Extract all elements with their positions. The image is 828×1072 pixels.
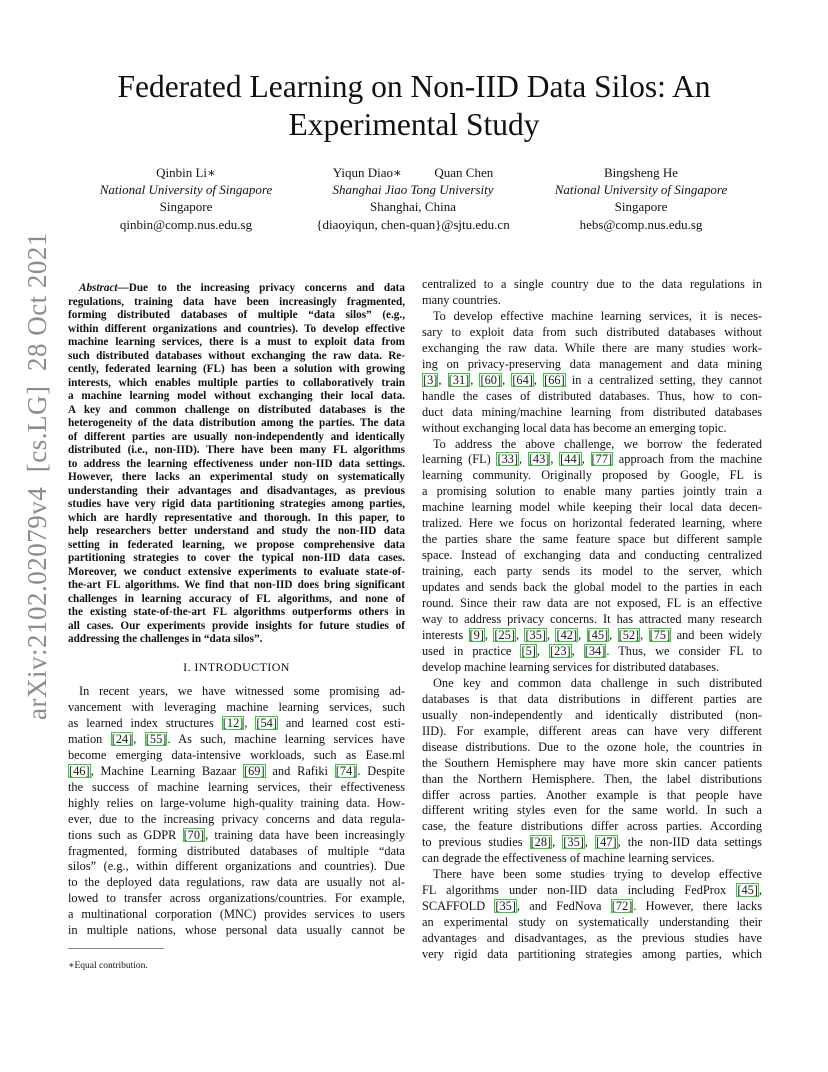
text-line: usually non-independently and identically distributed (non- xyxy=(422,707,762,722)
text-line: to address the learning effectiveness under non-IID data settings. xyxy=(68,457,405,470)
text-line: disease distributions. Due to the ozone hole, the countries in xyxy=(422,739,762,754)
citation-link[interactable]: [31] xyxy=(448,372,470,387)
text-line: updates and sends back the global model to the parties in each xyxy=(422,580,762,595)
text-line: [3], [31], [60], [64], [66] in a centralized setting, they cannot xyxy=(423,372,763,387)
text-line: interests [9], [25], [35], [42], [45], [52], [75] and been widely xyxy=(422,627,763,642)
author-affiliation: National University of Singapore xyxy=(99,182,273,198)
text-line: develop machine learning services for distributed databases. xyxy=(422,659,720,674)
text-line: Moreover, we conduct extensive experiments to evaluate state-of- xyxy=(68,565,405,578)
text-line: to the deployed data regulations, raw data are usually not al- xyxy=(68,875,405,890)
text-line: such distributed databases without exchanging the raw data. Re- xyxy=(68,349,405,362)
citation-link[interactable]: [70] xyxy=(183,827,205,842)
text-line: There have been some studies trying to develop effective xyxy=(433,867,762,882)
text-line: a promising solution to enable many parties jointly train a xyxy=(422,484,762,499)
text-line: learning (FL) [33], [43], [44], [77] approach from the machine xyxy=(422,452,762,467)
text-line: FL algorithms under non-IID data including FedProx [45], xyxy=(422,883,762,898)
text-line: understanding their advantages and disadvantages, as previous xyxy=(68,484,405,497)
text-line: as learned index structures [12], [54] and learned cost esti- xyxy=(68,715,406,730)
paper-title xyxy=(40,68,788,144)
text-line: duct data mining/machine learning from distributed databases xyxy=(422,404,762,419)
text-line: silos” (e.g., within different organizations and countries). Due xyxy=(68,859,405,874)
citation-link[interactable]: [60] xyxy=(480,372,502,387)
text-line: vancement with leveraging machine learning services, such xyxy=(68,699,405,714)
text-line: the existing state-of-the-art FL algorithms outperforms others in xyxy=(68,606,405,618)
text-line: sary to exploit data from such distributed databases without xyxy=(422,324,762,339)
text-line: partitioning strategies to cover the typical non-IID data cases. xyxy=(68,552,405,564)
text-line: ever, due to the increasing privacy concerns and data regula- xyxy=(68,811,405,826)
citation-link[interactable]: [43] xyxy=(528,452,550,467)
citation-link[interactable]: [74] xyxy=(335,763,357,778)
author-name: Bingsheng He xyxy=(603,165,679,180)
text-line: addressing the challenges in “data silos”. xyxy=(68,633,263,645)
introduction-right-column xyxy=(422,277,762,963)
text-line: used in practice [5], [23], [34]. Thus, we consider FL to xyxy=(422,643,763,658)
text-line: cently, federated learning (FL) has been a solution with growing xyxy=(68,363,405,375)
text-line: can degrade the effectiveness of machine learning services. xyxy=(422,851,715,866)
text-line: a multinational corporation (MNC) provides services to users xyxy=(68,907,405,922)
text-line: centralized to a single country due to the data regulations in xyxy=(422,277,762,291)
author-block xyxy=(308,164,518,233)
citation-link[interactable]: [45] xyxy=(737,883,758,898)
text-line: round. Since their raw data are not exposed, FL is an effective xyxy=(422,596,762,611)
author-location: Shanghai, China xyxy=(370,199,456,215)
text-line: the success of machine learning services, their effectiveness xyxy=(68,779,405,794)
text-line: lowed to transfer across organizations/countries. For example, xyxy=(68,891,405,906)
title-line: Federated Learning on Non-IID Data Silos: An xyxy=(117,69,711,104)
text-line: handle the cases of distributed databases. Thus, how to con- xyxy=(422,388,762,403)
author-location: Singapore xyxy=(614,199,668,215)
title-line: Experimental Study xyxy=(288,107,540,142)
text-line: which are hardly representative and thorough. In this paper, to xyxy=(68,511,405,524)
text-line: within different organizations and countries). To develop effective xyxy=(68,322,405,335)
text-line: However, there lacks an experimental study on systematically xyxy=(68,471,405,483)
author-email: hebs@comp.nus.edu.sg xyxy=(579,216,703,232)
text-line: all cases. Our experiments provide insights for future studies of xyxy=(68,619,405,632)
citation-link[interactable]: [66] xyxy=(544,372,565,387)
citation-link[interactable]: [47] xyxy=(596,835,617,850)
citation-link[interactable]: [69] xyxy=(244,763,265,778)
citation-link[interactable]: [35] xyxy=(563,835,584,850)
text-line: studies have very rigid data partitioning strategies among parties, xyxy=(68,498,405,510)
text-line: IID). For example, different areas can have very different xyxy=(422,723,762,738)
citation-link[interactable]: [72] xyxy=(611,899,633,914)
text-line: ing on privacy-preserving data management and data mining xyxy=(422,356,762,371)
text-line: training, each party sends its model to the server, which xyxy=(422,564,762,579)
text-line: the Southern Hemisphere may have more skin cancer patients xyxy=(422,755,762,770)
text-line: differ across parties. Another example is that people have xyxy=(422,787,762,802)
citation-link[interactable]: [24] xyxy=(111,731,133,746)
footnote: ∗Equal contribution. xyxy=(68,961,148,971)
text-line: forming distributed databases of multiple “data silos” (e.g., xyxy=(68,309,405,321)
citation-link[interactable]: [44] xyxy=(560,452,581,467)
text-line: interests, which enables multiple parties to collaboratively train xyxy=(68,376,405,389)
citation-link[interactable]: [3] xyxy=(423,372,438,387)
text-line: To develop effective machine learning services, it is neces- xyxy=(433,308,762,323)
author-name: Qinbin Li∗ xyxy=(156,165,216,180)
text-line: different writing styles even for the same world. In such a xyxy=(422,803,762,818)
citation-link[interactable]: [35] xyxy=(525,627,547,642)
citation-link[interactable]: [34] xyxy=(584,643,606,658)
citation-link[interactable]: [55] xyxy=(145,731,167,746)
text-line: become emerging data-intensive workloads, such as Ease.ml xyxy=(68,747,405,762)
text-line: databases is that data distributions in different parties are xyxy=(422,691,762,706)
text-line: exchanging the raw data. While there are many studies work- xyxy=(422,340,762,355)
text-line: of different parties are usually non-independently and identically xyxy=(68,430,405,443)
citation-link[interactable]: [9] xyxy=(469,627,484,642)
text-line: Abstract—Due to the increasing privacy concerns and data xyxy=(79,282,405,294)
text-line: tions such as GDPR [70], training data have been increasingly xyxy=(68,827,405,842)
introduction-left-column xyxy=(68,684,405,939)
text-line: machine learning model while keeping their local data decen- xyxy=(422,500,762,515)
text-line: [46], Machine Learning Bazaar [69] and Rafiki [74]. Despite xyxy=(69,763,405,778)
text-line: space. Instead of exchanging data and conducting centralized xyxy=(422,548,762,563)
citation-link[interactable]: [77] xyxy=(591,452,613,467)
text-line: To address the above challenge, we borrow the federated xyxy=(433,436,762,451)
citation-link[interactable]: [12] xyxy=(222,715,244,730)
text-line: SCAFFOLD [35], and FedNova [72]. However, there lacks xyxy=(422,899,762,914)
author-block xyxy=(96,164,276,233)
text-line: without exchanging local data has become an emerging topic. xyxy=(422,420,727,435)
author-affiliation: Shanghai Jiao Tong University xyxy=(332,182,494,198)
text-line: heterogeneity of the data distribution among the parties. The data xyxy=(68,417,405,429)
text-line: than the Northern Hemisphere. Then, the label distributions xyxy=(422,771,762,786)
section-heading: I. INTRODUCTION xyxy=(183,660,290,674)
text-line: machine learning services, there is a must to exploit data from xyxy=(68,336,405,348)
author-email: qinbin@comp.nus.edu.sg xyxy=(119,216,253,232)
text-line: distributed (i.e., non-IID). There have been many FL algorithms xyxy=(68,444,405,456)
author-email: {diaoyiqun, chen-quan}@sjtu.edu.cn xyxy=(316,216,510,232)
text-line: way to address privacy concerns. It has attracted many research xyxy=(422,612,762,627)
text-line: highly relies on large-volume high-quality training data. How- xyxy=(68,795,405,810)
citation-link[interactable]: [25] xyxy=(494,627,515,642)
text-line: One key and common data challenge in such distributed xyxy=(433,675,762,690)
citation-link[interactable]: [45] xyxy=(587,627,609,642)
author-affiliation: National University of Singapore xyxy=(554,182,728,198)
citation-link[interactable]: [75] xyxy=(649,627,671,642)
citation-link[interactable]: [64] xyxy=(512,372,533,387)
author-block xyxy=(548,164,734,233)
citation-link[interactable]: [33] xyxy=(497,452,519,467)
citation-link[interactable]: [42] xyxy=(556,627,578,642)
abstract xyxy=(68,282,405,647)
arxiv-identifier: arXiv:2102.02079v4 [cs.LG] 28 Oct 2021 xyxy=(22,232,52,720)
footnote-divider xyxy=(68,948,164,949)
text-line: mation [24], [55]. As such, machine learning services have xyxy=(68,731,405,746)
abstract-lead: Abstract xyxy=(79,282,118,294)
text-line: help researchers better understand and study the non-IID data xyxy=(68,525,405,537)
text-line: the-art FL algorithms. We find that non-IID does bring significant xyxy=(68,579,405,591)
citation-link[interactable]: [35] xyxy=(495,899,516,914)
text-line: an experimental study on systematically understanding their xyxy=(422,915,762,930)
text-line: fragmented, forming distributed databases of multiple “data xyxy=(68,843,405,858)
text-line: setting in federated learning, we propose comprehensive data xyxy=(68,538,405,551)
text-line: learning community. Originally proposed by Google, FL is xyxy=(422,468,762,483)
text-line: a machine learning model without exchanging their local data. xyxy=(68,390,405,402)
text-line: In recent years, we have witnessed some promising ad- xyxy=(79,684,405,698)
text-line: very rigid data partitioning strategies among parties, which xyxy=(422,947,762,962)
text-line: tralized. Here we focus on horizontal federated learning, where xyxy=(422,516,762,531)
text-line: challenges in learning accuracy of FL algorithms, and none of xyxy=(68,592,405,605)
citation-link[interactable]: [5] xyxy=(521,643,536,658)
text-line: the parties share the same feature space but different sample xyxy=(422,532,762,547)
citation-link[interactable]: [46] xyxy=(69,763,90,778)
text-line: advantages and disadvantages, as the previous studies have xyxy=(422,931,762,946)
citation-link[interactable]: [23] xyxy=(550,643,571,658)
author-name: Yiqun Diao∗ Quan Chen xyxy=(332,165,494,180)
citation-link[interactable]: [52] xyxy=(618,627,640,642)
text-line: A key and common challenge on distributed databases is the xyxy=(68,403,405,416)
citation-link[interactable]: [54] xyxy=(256,715,277,730)
text-line: regulations, training data have been increasingly fragmented, xyxy=(68,295,405,308)
text-line: many countries. xyxy=(422,292,501,307)
text-line: to previous studies [28], [35], [47], the non-IID data settings xyxy=(422,835,762,850)
author-location: Singapore xyxy=(159,199,213,215)
citation-link[interactable]: [28] xyxy=(530,835,552,850)
text-line: in multiple nations, whose personal data usually cannot be xyxy=(68,923,405,938)
text-line: case, the feature distributions differ across parties. According xyxy=(422,819,762,834)
